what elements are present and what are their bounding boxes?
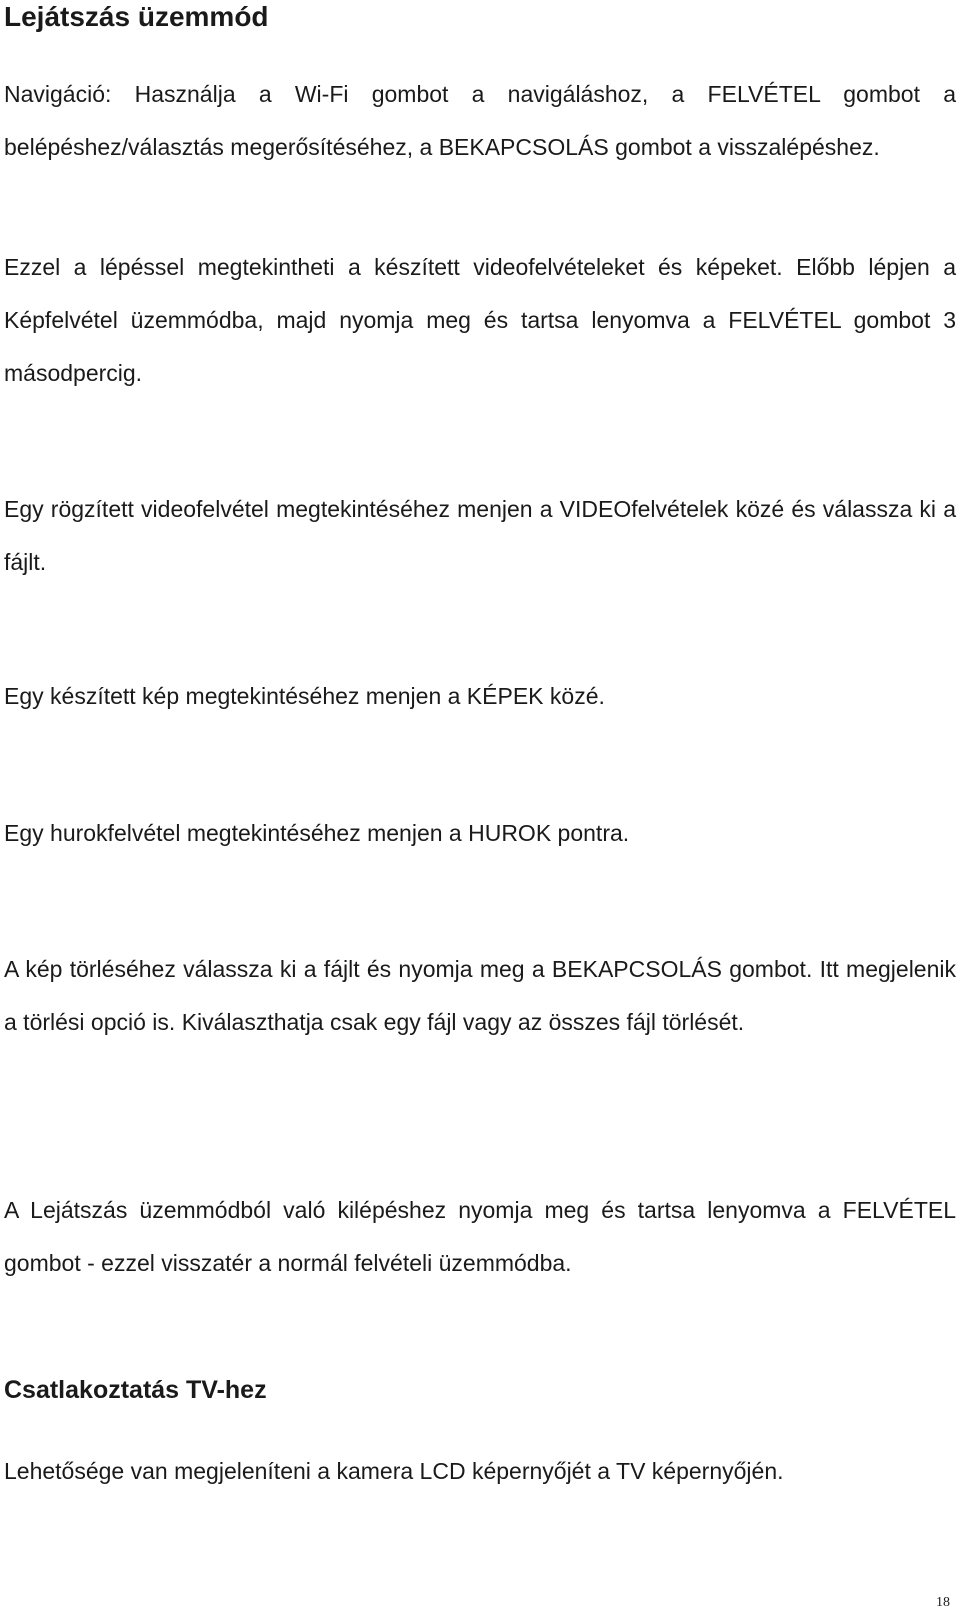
paragraph-exit-playback: A Lejátszás üzemmódból való kilépéshez nyomja meg és tartsa lenyomva a FELVÉTEL gombot - ezzel visszatér a normál felvételi üzemmódba. [4, 1197, 956, 1276]
paragraph-tv-display: Lehetősége van megjeleníteni a kamera LCD képernyőjét a TV képernyőjén. [4, 1458, 784, 1484]
paragraph-view-recordings: Ezzel a lépéssel megtekintheti a készített videofelvételeket és képeket. Előbb lépjen a Képfelvétel üzemmódba, majd nyomja meg és tartsa lenyomva a FELVÉTEL gombot 3 másodpercig. [4, 254, 956, 386]
paragraph-navigation: Navigáció: Használja a Wi-Fi gombot a navigáláshoz, a FELVÉTEL gombot a belépéshez/választás megerősítéséhez, a BEKAPCSOLÁS gombot a visszalépéshez. [4, 81, 956, 160]
paragraph-view-image: Egy készített kép megtekintéséhez menjen a KÉPEK közé. [4, 683, 605, 709]
page-number: 18 [936, 1595, 950, 1610]
paragraph-view-loop: Egy hurokfelvétel megtekintéséhez menjen a HUROK pontra. [4, 820, 630, 846]
paragraph-view-video: Egy rögzített videofelvétel megtekintéséhez menjen a VIDEOfelvételek közé és válassza ki a fájlt. [4, 496, 956, 575]
document-page [4, 0, 956, 1620]
paragraph-delete-file: A kép törléséhez válassza ki a fájlt és nyomja meg a BEKAPCSOLÁS gombot. Itt megjelenik a törlési opció is. Kiválaszthatja csak egy fájl vagy az összes fájl törlését. [4, 956, 956, 1035]
section-title-playback-mode: Lejátszás üzemmód [4, 1, 269, 32]
section-title-tv-connection: Csatlakoztatás TV-hez [4, 1376, 267, 1404]
